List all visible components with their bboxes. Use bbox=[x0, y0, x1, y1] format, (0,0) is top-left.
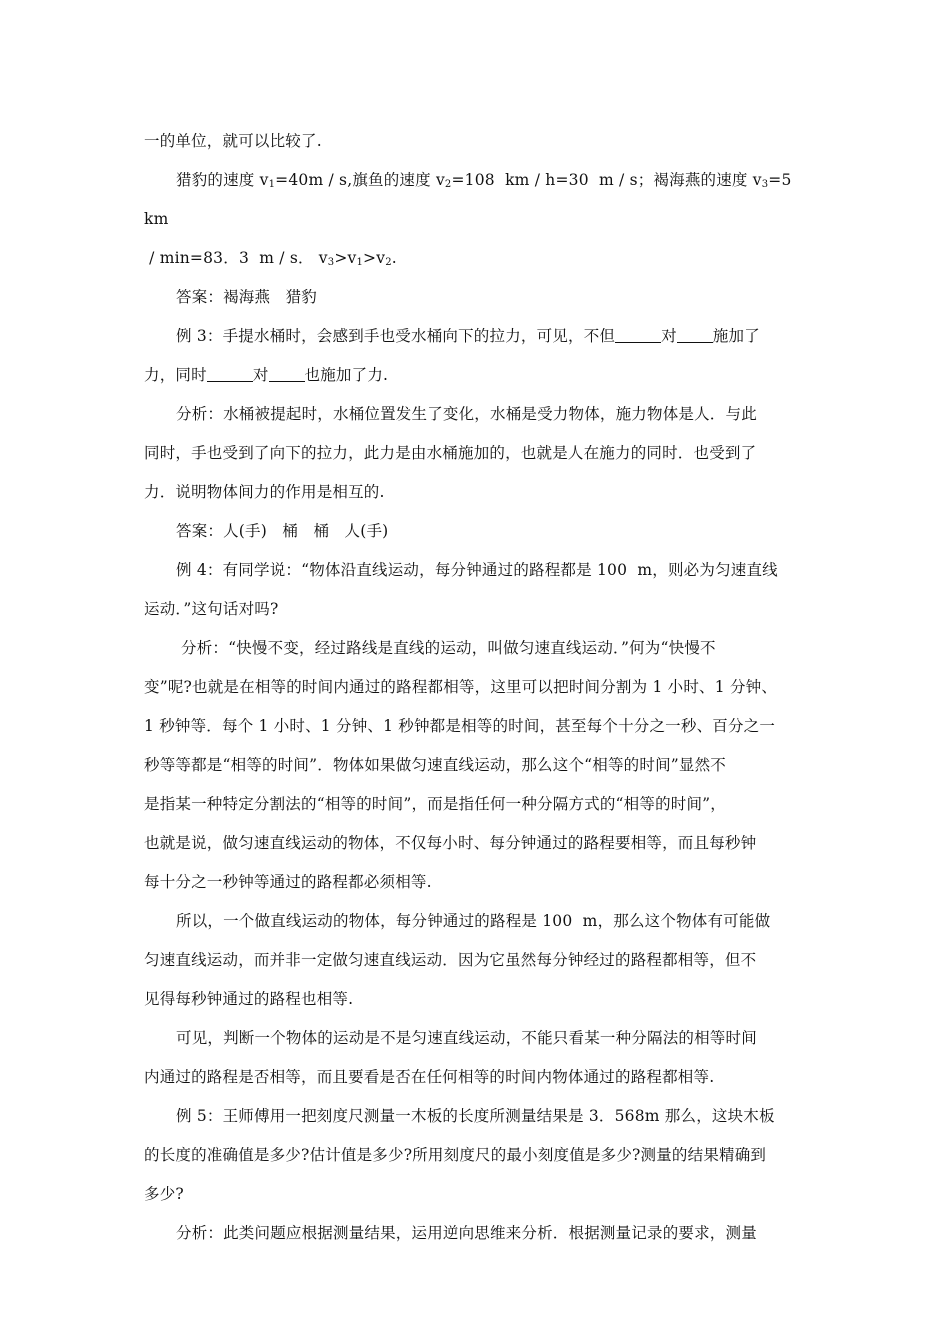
text-span: 力．说明物体间力的作用是相互的. bbox=[144, 483, 385, 501]
text-span: >v bbox=[363, 249, 386, 267]
text-span: 对 bbox=[661, 327, 677, 345]
text-span: 同时，手也受到了向下的拉力，此力是由水桶施加的，也就是人在施力的同时．也受到了 bbox=[144, 444, 757, 462]
text-line bbox=[144, 239, 816, 278]
text-line bbox=[144, 122, 816, 161]
text-span: / min=83．3 m / s． v bbox=[144, 249, 328, 267]
text-line bbox=[144, 317, 816, 356]
text-line bbox=[144, 707, 816, 746]
text-line bbox=[144, 668, 816, 707]
fill-blank bbox=[677, 328, 713, 343]
text-span: 1 秒钟等．每个 1 小时、1 分钟、1 秒钟都是相等的时间，甚至每个十分之一秒、百分之一 bbox=[144, 717, 776, 735]
text-line bbox=[144, 824, 816, 863]
text-span: 分析：此类问题应根据测量结果，运用逆向思维来分析．根据测量记录的要求，测量 bbox=[176, 1224, 757, 1242]
text-line bbox=[144, 1214, 816, 1253]
text-line bbox=[144, 1097, 816, 1136]
text-span: =40m / s,旗鱼的速度 v bbox=[275, 171, 445, 189]
text-span: 也就是说，做匀速直线运动的物体，不仅每小时、每分钟通过的路程要相等，而且每秒钟 bbox=[144, 834, 757, 852]
text-span: 对 bbox=[252, 366, 269, 384]
text-span: 变”呢?也就是在相等的时间内通过的路程都相等，这里可以把时间分割为 1 小时、1 分钟、 bbox=[144, 678, 778, 696]
text-span: 分析：水桶被提起时，水桶位置发生了变化，水桶是受力物体，施力物体是人．与此 bbox=[176, 405, 757, 423]
text-line bbox=[144, 473, 816, 512]
text-line bbox=[144, 1019, 816, 1058]
text-span: 多少? bbox=[144, 1185, 184, 1203]
fill-blank bbox=[269, 367, 305, 382]
text-line bbox=[144, 629, 816, 668]
text-span: 一的单位，就可以比较了. bbox=[144, 132, 322, 150]
text-span: 运动．”这句话对吗? bbox=[144, 600, 279, 618]
text-line bbox=[144, 512, 816, 551]
text-line bbox=[144, 1175, 816, 1214]
text-span: 猎豹的速度 v bbox=[176, 171, 269, 189]
text-line bbox=[144, 1058, 816, 1097]
subscript: 2 bbox=[444, 179, 452, 190]
text-span: 力，同时 bbox=[144, 366, 207, 384]
text-line bbox=[144, 551, 816, 590]
text-line bbox=[144, 278, 816, 317]
text-span: 可见，判断一个物体的运动是不是匀速直线运动，不能只看某一种分隔法的相等时间 bbox=[176, 1029, 757, 1047]
text-line bbox=[144, 395, 816, 434]
text-span: 见得每秒钟通过的路程也相等. bbox=[144, 990, 354, 1008]
subscript: 1 bbox=[356, 257, 364, 268]
text-line bbox=[144, 785, 816, 824]
text-span: 也施加了力. bbox=[304, 366, 389, 384]
text-span: 的长度的准确值是多少?估计值是多少?所用刻度尺的最小刻度值是多少?测量的结果精确到 bbox=[144, 1146, 767, 1164]
text-span: 是指某一种特定分割法的“相等的时间”，而是指任何一种分隔方式的“相等的时间”， bbox=[144, 795, 726, 813]
text-span: 所以，一个做直线运动的物体，每分钟通过的路程是 100 m，那么这个物体有可能做 bbox=[176, 912, 771, 930]
text-span: =108 km / h=30 m / s；褐海燕的速度 v bbox=[451, 171, 762, 189]
text-line bbox=[144, 161, 816, 239]
text-span: 每十分之一秒钟等通过的路程都必须相等. bbox=[144, 873, 432, 891]
text-line bbox=[144, 1136, 816, 1175]
document-body bbox=[144, 122, 816, 1253]
text-span: 施加了 bbox=[712, 327, 760, 345]
fill-blank bbox=[207, 367, 253, 382]
text-line bbox=[144, 902, 816, 941]
text-span: 秒等等都是“相等的时间”．物体如果做匀速直线运动，那么这个“相等的时间”显然不 bbox=[144, 756, 726, 774]
subscript: 1 bbox=[268, 179, 276, 190]
subscript: 3 bbox=[327, 257, 335, 268]
text-line bbox=[144, 863, 816, 902]
text-line bbox=[144, 941, 816, 980]
text-line bbox=[144, 434, 816, 473]
text-span: 答案：褐海燕 猎豹 bbox=[176, 288, 317, 306]
subscript: 3 bbox=[761, 179, 769, 190]
text-span: 内通过的路程是否相等，而且要看是否在任何相等的时间内物体通过的路程都相等. bbox=[144, 1068, 715, 1086]
text-span: 例 5：王师傅用一把刻度尺测量一木板的长度所测量结果是 3．568m 那么，这块木板 bbox=[176, 1107, 775, 1125]
text-line bbox=[144, 980, 816, 1019]
text-span: . bbox=[391, 249, 397, 267]
text-line bbox=[144, 746, 816, 785]
text-line bbox=[144, 590, 816, 629]
text-span: 分析：“快慢不变，经过路线是直线的运动，叫做匀速直线运动．”何为“快慢不 bbox=[181, 639, 716, 657]
subscript: 2 bbox=[385, 257, 392, 268]
text-span: 答案：人(手) 桶 桶 人(手) bbox=[176, 522, 389, 540]
fill-blank bbox=[615, 328, 661, 343]
text-span: >v bbox=[334, 249, 357, 267]
text-span: 例 3：手提水桶时，会感到手也受水桶向下的拉力，可见，不但 bbox=[176, 327, 616, 345]
text-span: 例 4：有同学说：“物体沿直线运动，每分钟通过的路程都是 100 m，则必为匀速直线 bbox=[176, 561, 778, 579]
text-span: =5 km bbox=[144, 171, 802, 228]
text-span: 匀速直线运动，而并非一定做匀速直线运动．因为它虽然每分钟经过的路程都相等，但不 bbox=[144, 951, 757, 969]
text-line bbox=[144, 356, 816, 395]
